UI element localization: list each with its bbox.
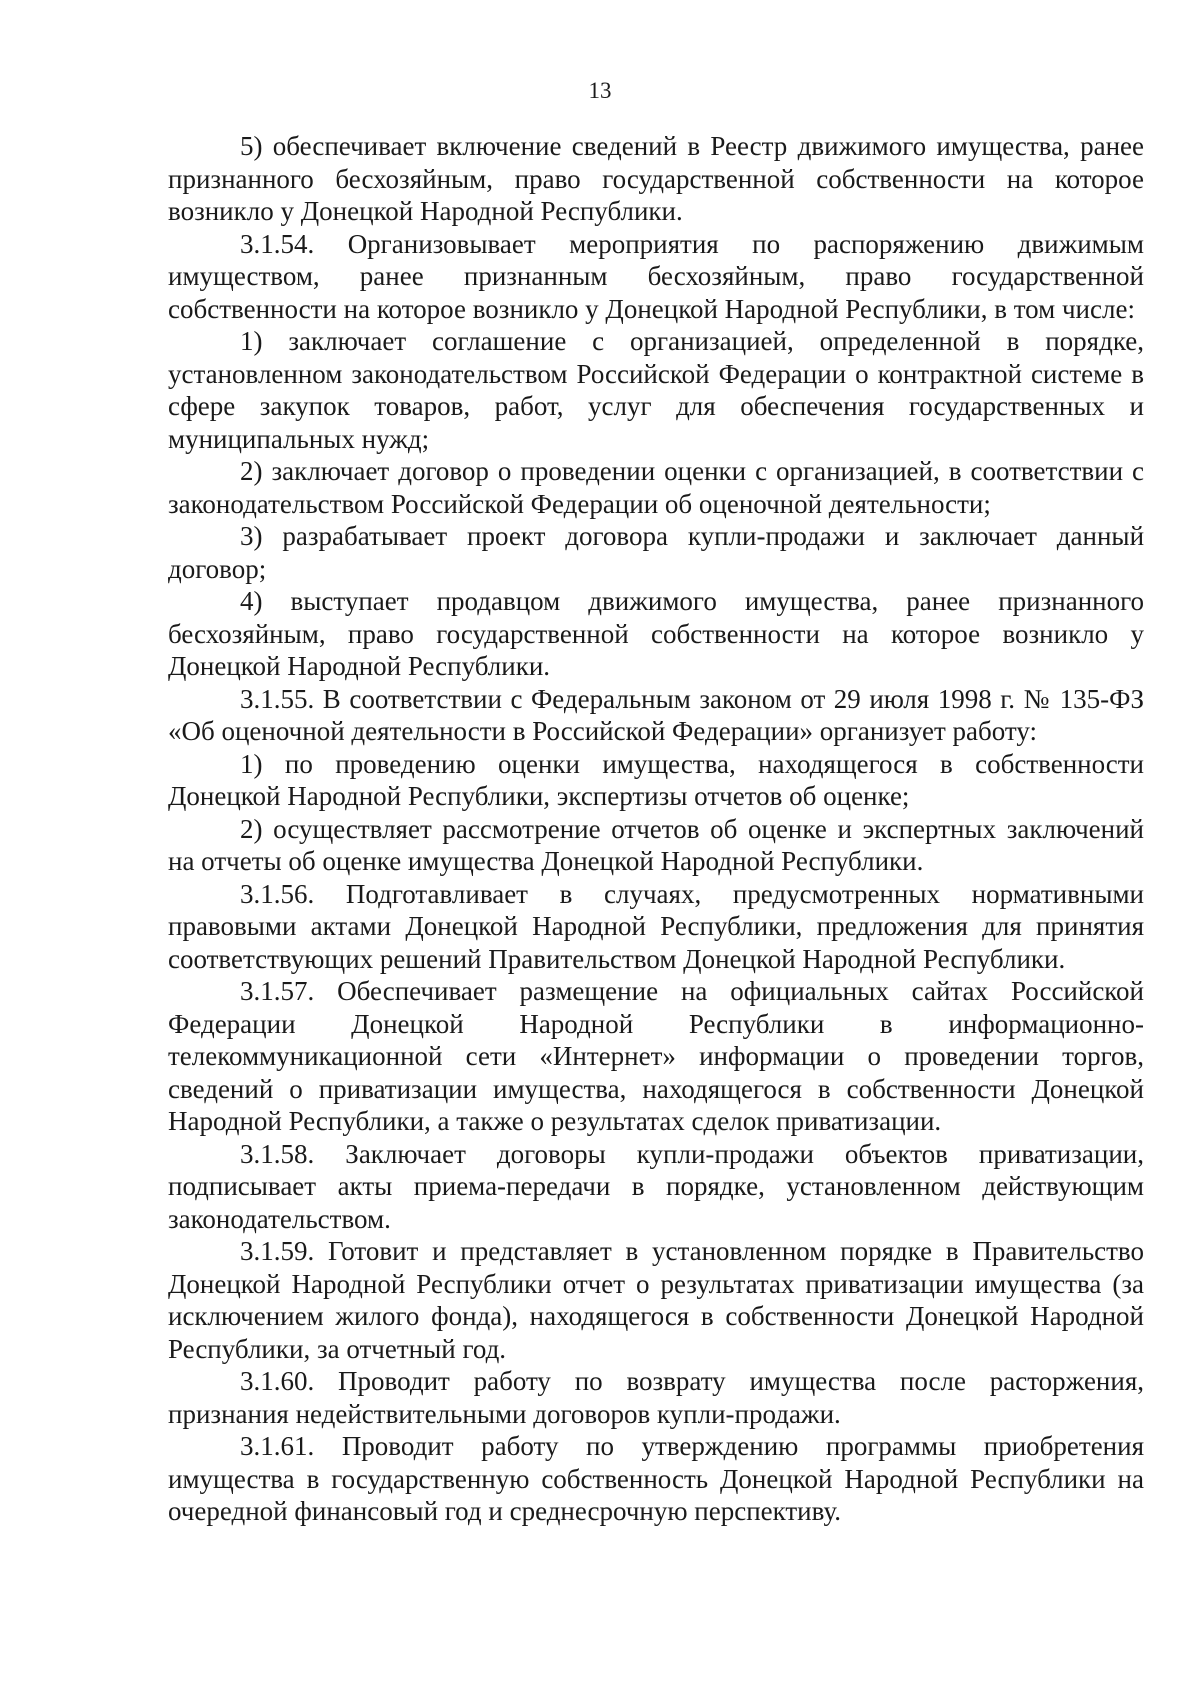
item-number: 1) — [240, 326, 263, 356]
item-number: 3.1.58. — [240, 1138, 315, 1169]
item-number: 3.1.55. — [240, 683, 315, 714]
item-number: 2) — [240, 813, 263, 844]
item-number: 1) — [240, 748, 263, 779]
paragraph-text: Проводит работу по утверждению программы приобретения имущества в государственную собственность Донецкой Народной Республики на очередной финансовый год и среднесрочную перспективу. — [168, 1431, 1144, 1526]
paragraph-text: разрабатывает проект договора купли-продажи и заключает данный договор; — [168, 521, 1145, 584]
page-number: 13 — [588, 78, 612, 103]
paragraph-text: заключает соглашение с организацией, определенной в порядке, установленном законодательством Российской Федерации о контрактной системе в сфере закупок товаров, работ, услуг для обеспечения государственных и муниципальных нужд; — [168, 326, 1145, 454]
paragraph-text: осуществляет рассмотрение отчетов об оценке и экспертных заключений на отчеты об оценке имущества Донецкой Народной Республики. — [168, 813, 1144, 876]
paragraph-3-sale-contract — [168, 520, 1144, 585]
paragraph-text: заключает договор о проведении оценки с организацией, в соответствии с законодательством Российской Федерации об оценочной деятельности; — [168, 456, 1144, 519]
paragraph-text: В соответствии с Федеральным законом от 29 июля 1998 г. № 135-ФЗ «Об оценочной деятельности в Российской Федерации» организует работу: — [168, 683, 1145, 746]
item-number: 4) — [240, 586, 263, 616]
paragraph-3-1-60 — [168, 1365, 1144, 1430]
item-number: 3.1.60. — [240, 1366, 315, 1396]
paragraph-3-1-58 — [168, 1138, 1144, 1236]
item-number: 3.1.61. — [240, 1431, 315, 1461]
paragraph-text: Готовит и представляет в установленном порядке в Правительство Донецкой Народной Республики отчет о результатах приватизации имущества (за исключением жилого фонда), находящегося в собственности Донецкой Народной Республики, за отчетный год. — [168, 1236, 1144, 1364]
item-number: 5) — [240, 131, 263, 161]
item-number: 3.1.54. — [240, 228, 315, 259]
paragraph-5-include-registry — [168, 130, 1144, 228]
item-number: 3.1.57. — [240, 976, 315, 1006]
paragraph-text: выступает продавцом движимого имущества, ранее признанного бесхозяйным, право государственной собственности на которое возникло у Донецкой Народной Республики. — [168, 586, 1144, 681]
paragraph-text: по проведению оценки имущества, находящегося в собственности Донецкой Народной Республики, экспертизы отчетов об оценке; — [168, 748, 1144, 811]
item-number: 2) — [240, 456, 263, 486]
paragraph-text: Подготавливает в случаях, предусмотренных нормативными правовыми актами Донецкой Народной Республики, предложения для принятия соответствующих решений Правительством Донецкой Народной Республики. — [168, 878, 1144, 974]
paragraph-text: Обеспечивает размещение на официальных сайтах Российской Федерации Донецкой Народной Республики в информационно-телекоммуникационной сети «Интернет» информации о проведении торгов, сведений о приватизации имущества, находящегося в собственности Донецкой Народной Республики, а также о результатах сделок приватизации. — [168, 976, 1144, 1136]
paragraph-text: обеспечивает включение сведений в Реестр движимого имущества, ранее признанного бесхозяйным, право государственной собственности на которое возникло у Донецкой Народной Республики. — [168, 131, 1144, 226]
paragraph-3-1-54 — [168, 228, 1144, 326]
paragraph-3-1-56 — [168, 878, 1144, 976]
paragraph-text: Проводит работу по возврату имущества после расторжения, признания недействительными договоров купли-продажи. — [168, 1366, 1145, 1429]
item-number: 3) — [240, 521, 263, 551]
paragraph-1-valuation — [168, 748, 1144, 813]
document-body — [168, 130, 1144, 1528]
paragraph-3-1-59 — [168, 1235, 1144, 1365]
paragraph-4-seller — [168, 585, 1144, 683]
paragraph-3-1-55 — [168, 683, 1144, 748]
paragraph-2-review-reports — [168, 813, 1144, 878]
paragraph-text: Организовывает мероприятия по распоряжению движимым имуществом, ранее признанным бесхозяйным, право государственной собственности на которое возникло у Донецкой Народной Республики, в том числе: — [168, 228, 1144, 324]
item-number: 3.1.59. — [240, 1236, 315, 1266]
paragraph-text: Заключает договоры купли-продажи объектов приватизации, подписывает акты приема-передачи в порядке, установленном действующим законодательством. — [168, 1138, 1144, 1234]
item-number: 3.1.56. — [240, 878, 315, 909]
paragraph-1-agreement — [168, 325, 1144, 455]
paragraph-3-1-57 — [168, 975, 1144, 1138]
paragraph-2-valuation-contract — [168, 455, 1144, 520]
paragraph-3-1-61 — [168, 1430, 1144, 1528]
